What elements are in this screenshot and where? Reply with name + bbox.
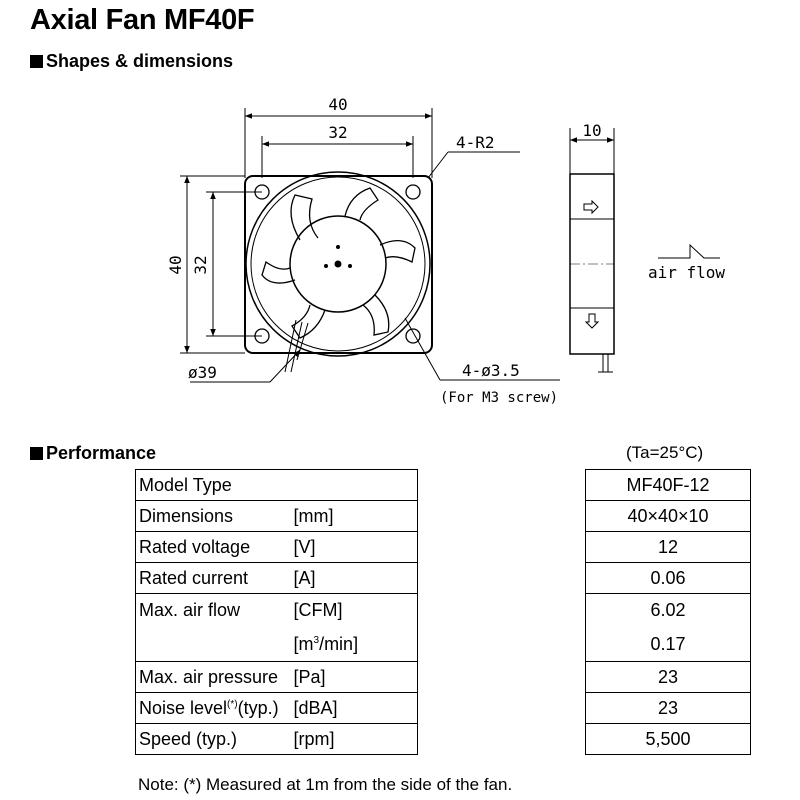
row-label xyxy=(136,628,291,662)
row-label: Model Type xyxy=(136,470,291,501)
row-value: 5,500 xyxy=(586,724,751,755)
table-row xyxy=(586,693,751,724)
row-label: Rated current xyxy=(136,563,291,594)
table-row xyxy=(136,501,418,532)
holes-label: 4-ø3.5 xyxy=(462,361,520,380)
row-unit: [Pa] xyxy=(291,662,418,693)
row-value: 6.02 xyxy=(586,594,751,628)
unit-tail: /min] xyxy=(319,633,359,654)
fan-front-view xyxy=(245,172,432,372)
row-value: 0.17 xyxy=(586,628,751,662)
dim-hole-pitch-vertical: 32 xyxy=(191,255,210,275)
outer-diameter-label: ø39 xyxy=(188,363,217,382)
thickness-label: 10 xyxy=(582,121,602,140)
row-value: 23 xyxy=(586,693,751,724)
performance-table-values xyxy=(585,469,751,755)
row-label: Max. air pressure xyxy=(136,662,291,693)
table-row xyxy=(586,628,751,662)
row-value: 23 xyxy=(586,662,751,693)
row-label: Rated voltage xyxy=(136,532,291,563)
row-unit xyxy=(291,628,418,662)
bullet-square-icon xyxy=(30,447,43,460)
table-row xyxy=(136,693,418,724)
unit-base: [m xyxy=(293,633,314,654)
row-label: Dimensions xyxy=(136,501,291,532)
table-row xyxy=(586,563,751,594)
unit-superscript: 3 xyxy=(313,634,320,646)
label-superscript: (*) xyxy=(227,698,238,710)
table-row xyxy=(586,594,751,628)
dim-overall-height: 40 xyxy=(166,255,185,275)
page-title: Axial Fan MF40F xyxy=(30,4,255,36)
air-flow-label: air flow xyxy=(648,263,726,282)
row-label: Max. air flow xyxy=(136,594,291,628)
row-label xyxy=(136,693,291,724)
row-unit: [CFM] xyxy=(291,594,418,628)
dim-overall-width: 40 xyxy=(328,95,348,114)
section-heading-performance xyxy=(30,443,156,464)
test-condition: (Ta=25°C) xyxy=(626,443,704,462)
row-value: 40×40×10 xyxy=(586,501,751,532)
fan-side-view xyxy=(570,128,720,372)
table-row xyxy=(136,594,418,628)
table-row xyxy=(136,470,418,501)
dim-hole-pitch-horizontal: 32 xyxy=(328,123,348,142)
table-row xyxy=(586,501,751,532)
table-row xyxy=(136,662,418,693)
table-row xyxy=(136,628,418,662)
corner-radius-label: 4-R2 xyxy=(456,133,495,152)
row-value: 0.06 xyxy=(586,563,751,594)
section-title-shapes: Shapes & dimensions xyxy=(46,51,234,71)
table-row xyxy=(136,724,418,755)
label-tail: (typ.) xyxy=(237,697,279,718)
label-base: Noise level xyxy=(139,697,228,718)
row-unit: [A] xyxy=(291,563,418,594)
row-value: 12 xyxy=(586,532,751,563)
row-unit: [rpm] xyxy=(291,724,418,755)
row-unit: [dBA] xyxy=(291,693,418,724)
performance-table-labels xyxy=(135,469,418,755)
row-unit: [V] xyxy=(291,532,418,563)
row-unit xyxy=(291,470,418,501)
holes-note: (For M3 screw) xyxy=(440,390,559,406)
section-title-performance: Performance xyxy=(46,443,157,463)
table-row xyxy=(136,563,418,594)
table-row xyxy=(586,470,751,501)
table-row xyxy=(586,724,751,755)
table-row xyxy=(586,532,751,563)
row-value: MF40F-12 xyxy=(586,470,751,501)
footnote: Note: (*) Measured at 1m from the side of the fan. xyxy=(138,775,513,794)
row-unit: [mm] xyxy=(291,501,418,532)
table-row xyxy=(136,532,418,563)
row-label: Speed (typ.) xyxy=(136,724,291,755)
table-row xyxy=(586,662,751,693)
